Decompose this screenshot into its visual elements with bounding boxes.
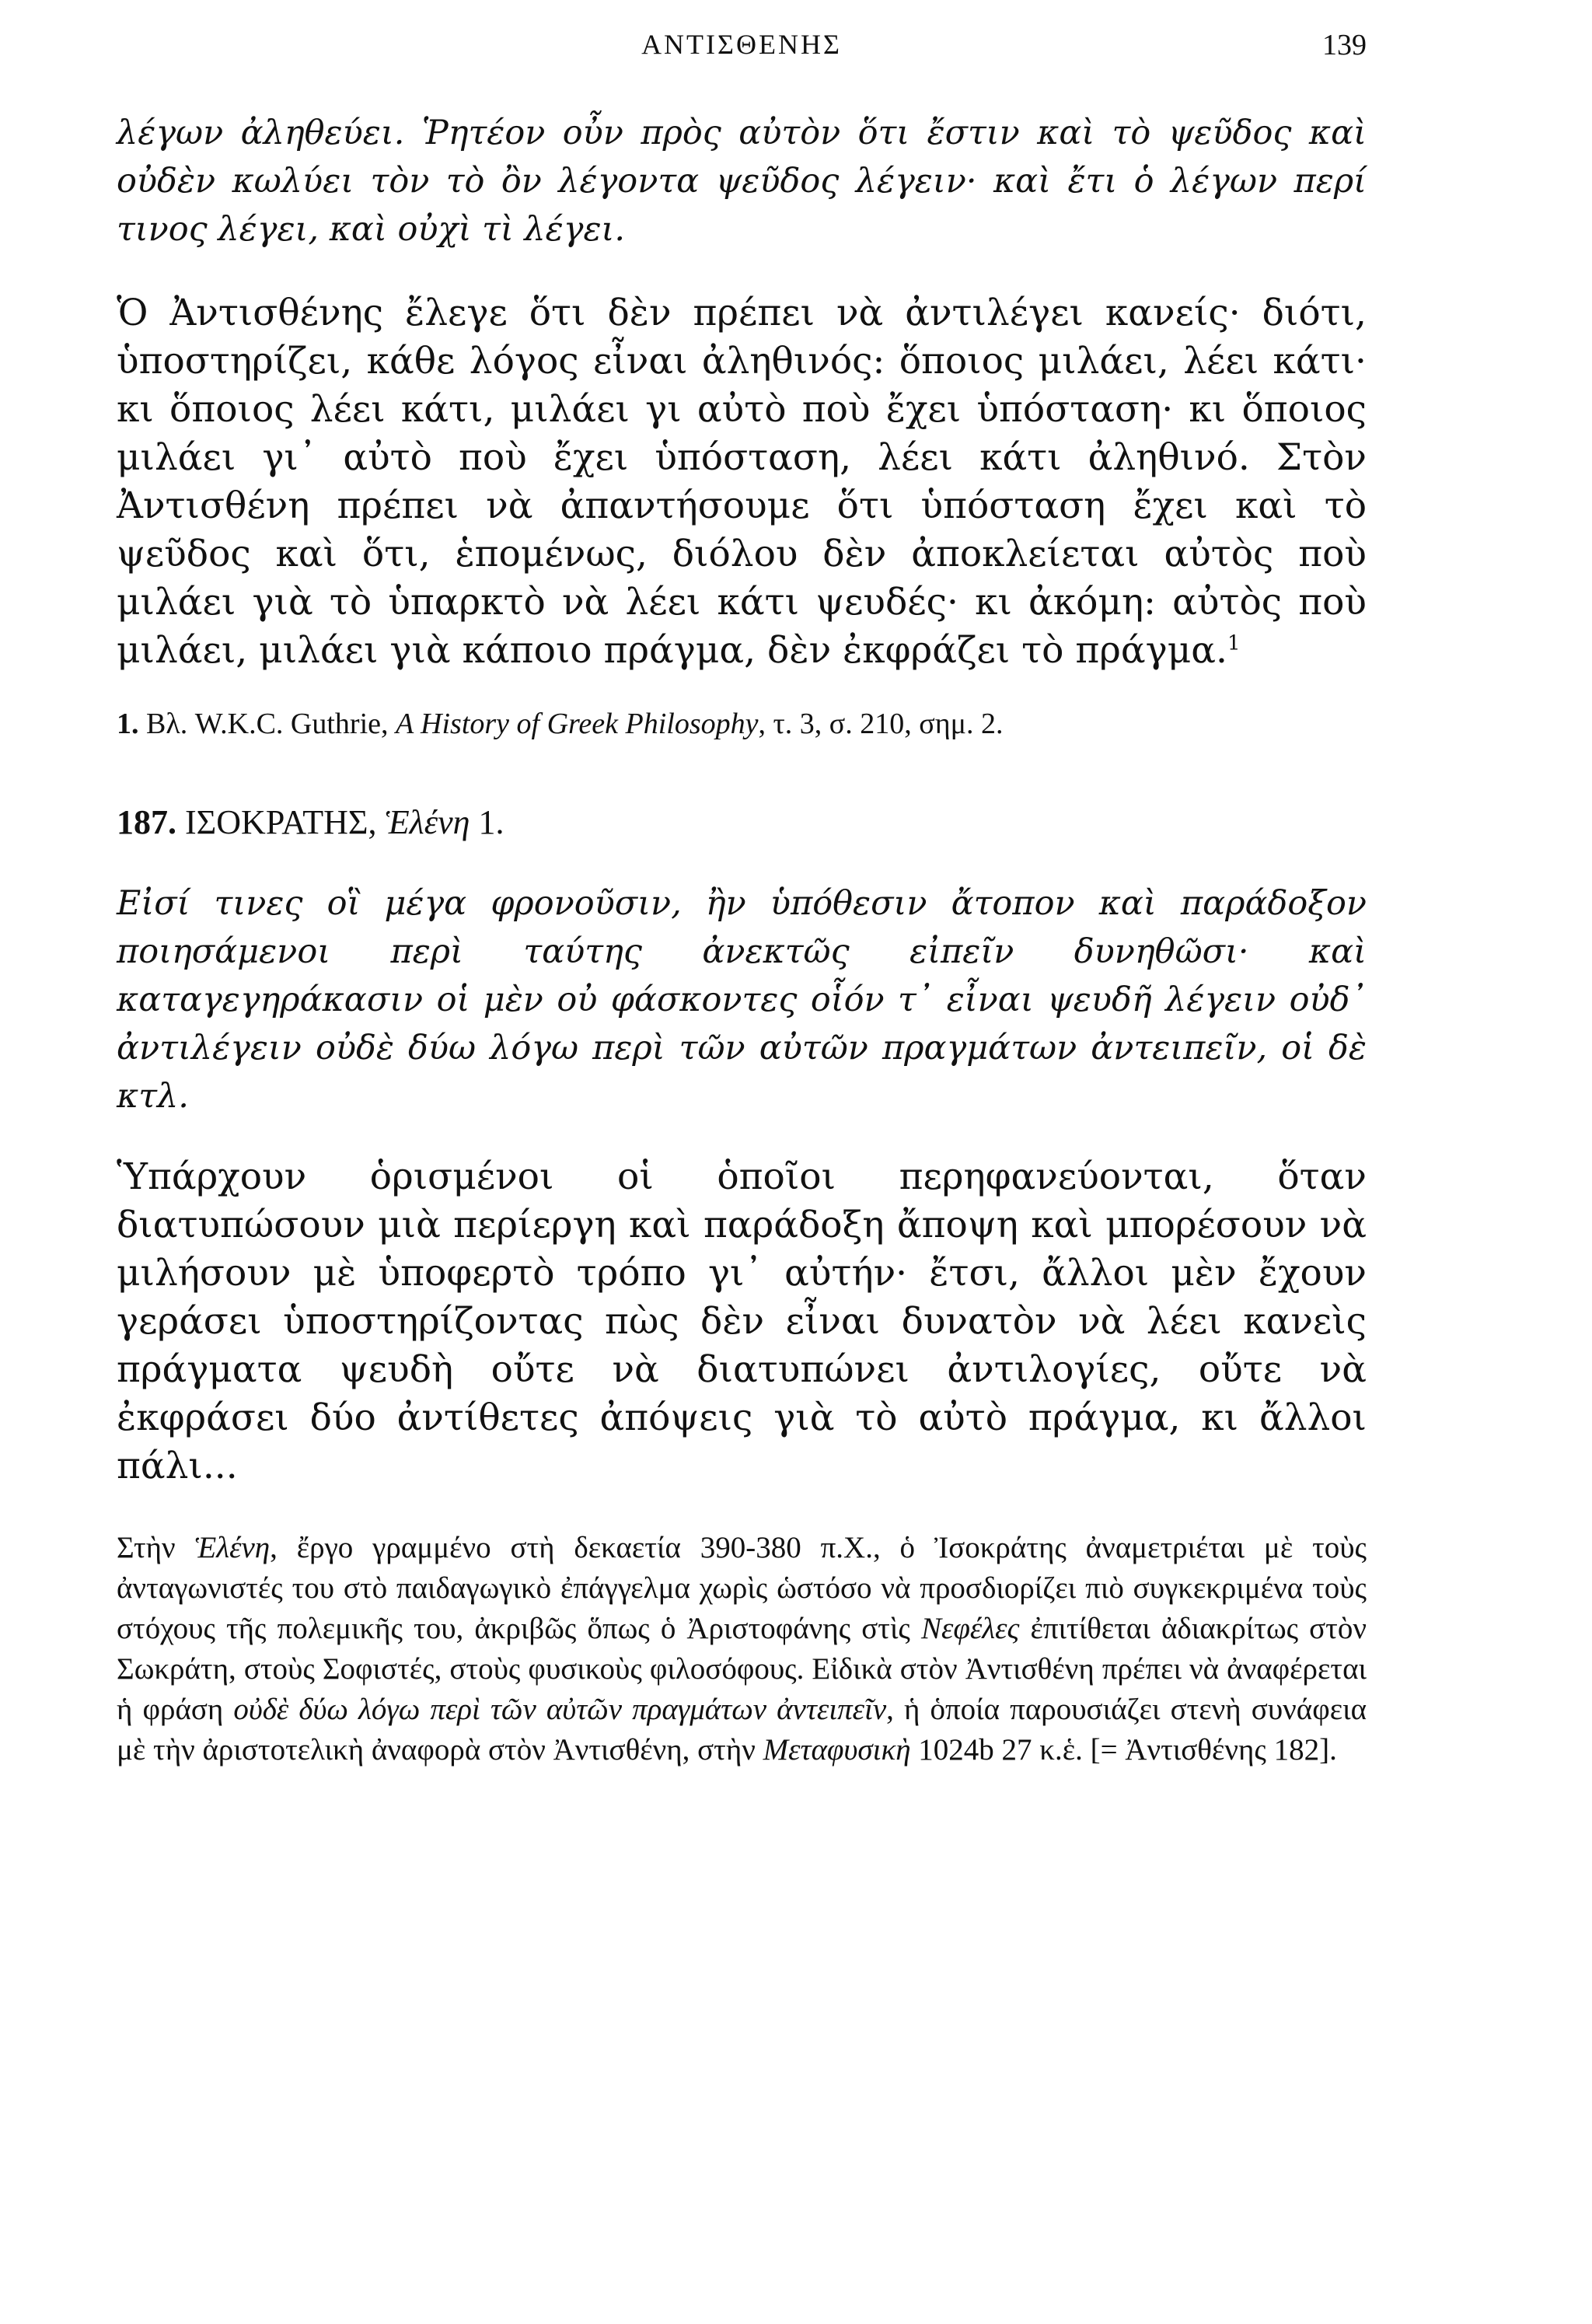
footnote-text-after: , τ. 3, σ. 210, σημ. 2. bbox=[758, 708, 1004, 740]
commentary-quoted-phrase: οὐδὲ δύω λόγω περὶ τῶν αὐτῶν πραγμάτων ἀντειπεῖν bbox=[233, 1693, 887, 1726]
section-number: 187. bbox=[117, 803, 176, 841]
page-number: 139 bbox=[1322, 29, 1367, 61]
footnote-book-title: A History of Greek Philosophy bbox=[396, 708, 759, 740]
section-author: ΙΣΟΚΡΑΤΗΣ, bbox=[176, 803, 386, 841]
commentary-work-clouds: Νεφέλες bbox=[920, 1612, 1020, 1645]
section-heading-187 bbox=[117, 802, 1367, 842]
translation-187: Ὑπάρχουν ὁρισμένοι οἱ ὁποῖοι περηφανεύονται, ὅταν διατυπώσουν μιὰ περίεργη καὶ παράδοξη ἄποψη καὶ μπορέσουν νὰ μιλήσουν μὲ ὑποφερτὸ τρόπο γι᾽ αὐτήν· ἔτσι, ἄλλοι μὲν ἔχουν γεράσει ὑποστηρίζοντας πὼς δὲν εἶναι δυνατὸν νὰ λέει κανεὶς πράγματα ψευδὴ οὔτε νὰ διατυπώνει ἀντιλογίες, οὔτε νὰ ἐκφράσει δύο ἀντίθετες ἀπόψεις γιὰ τὸ αὐτὸ πράγμα, κι ἄλλοι πάλι... bbox=[117, 1155, 1367, 1487]
commentary-part-3: ἐπιτίθεται ἀδιακρίτως στὸν Σωκράτη, στοὺς Σοφιστές, στοὺς φυσικοὺς φιλοσόφους. Εἰδικὰ στὸν Ἀντισθένη πρέπει νὰ ἀναφέρεται ἡ φράση bbox=[117, 1612, 1367, 1726]
commentary-part-1: Στὴν bbox=[117, 1531, 195, 1564]
commentary-part-4: , ἡ ὁποία παρουσιάζει στενὴ συνάφεια μὲ τὴν ἀριστοτελικὴ ἀναφορὰ στὸν Ἀντισθένη, στὴν bbox=[117, 1693, 1367, 1767]
page-body bbox=[117, 109, 1367, 1770]
footnote-1 bbox=[117, 704, 1367, 743]
translation-186 bbox=[117, 289, 1367, 675]
translation-186-text: Ὁ Ἀντισθένης ἔλεγε ὅτι δὲν πρέπει νὰ ἀντιλέγει κανείς· διότι, ὑποστηρίζει, κάθε λόγος εἶναι ἀληθινός: ὅποιος μιλάει, λέει κάτι· κι ὅποιος λέει κάτι, μιλάει γι αὐτὸ ποὺ ἔχει ὑπόσταση· κι ὅποιος μιλάει γι᾽ αὐτὸ ποὺ ἔχει ὑπόσταση, λέει κάτι ἀληθινό. Στὸν Ἀντισθένη πρέπει νὰ ἀπαντήσουμε ὅτι ὑπόσταση ἔχει καὶ τὸ ψεῦδος καὶ ὅτι, ἑπομένως, διόλου δὲν ἀποκλείεται αὐτὸς ποὺ μιλάει γιὰ τὸ ὑπαρκτὸ νὰ λέει κάτι ψευδές· κι ἀκόμη: αὐτὸς ποὺ μιλάει, μιλάει γιὰ κάποιο πράγμα, δὲν ἐκφράζει τὸ πράγμα. bbox=[117, 292, 1367, 672]
running-title: ΑΝΤΙΣΘΕΝΗΣ bbox=[641, 29, 842, 60]
greek-quote-187: Εἰσί τινες οἳ μέγα φρονοῦσιν, ἢν ὑπόθεσιν ἄτοπον καὶ παράδοξον ποιησάμενοι περὶ ταύτης ἀνεκτῶς εἰπεῖν δυνηθῶσι· καὶ καταγεγηράκασιν οἱ μὲν οὐ φάσκοντες οἷόν τ᾽ εἶναι ψευδῆ λέγειν οὐδ᾽ ἀντιλέγειν οὐδὲ δύω λόγω περὶ τῶν αὐτῶν πραγμάτων ἀντειπεῖν, οἱ δὲ κτλ. bbox=[117, 884, 1367, 1116]
commentary-187 bbox=[117, 1528, 1367, 1770]
footnote-text-before: Βλ. W.K.C. Guthrie, bbox=[138, 708, 396, 740]
commentary-part-5: 1024b 27 κ.ἑ. [= Ἀντισθένης 182]. bbox=[910, 1733, 1337, 1767]
commentary-part-2: , ἔργο γραμμένο στὴ δεκαετία 390-380 π.Χ., ὁ Ἰσοκράτης ἀναμετριέται μὲ τοὺς ἀνταγωνιστές του στὸ παιδαγωγικὸ ἐπάγγελμα χωρὶς ὡστόσο νὰ προσδιορίζει πιὸ συγκεκριμένα τοὺς στόχους τῆς πολεμικῆς του, ἀκριβῶς ὅπως ὁ Ἀριστοφάνης στὶς bbox=[117, 1531, 1367, 1645]
commentary-work-helen: Ἑλένη bbox=[194, 1531, 271, 1564]
section-work: Ἑλένη bbox=[385, 803, 470, 841]
section-ref: 1. bbox=[470, 803, 504, 841]
footnote-reference: 1 bbox=[1227, 631, 1241, 655]
greek-quote-186: λέγων ἀληθεύει. Ῥητέον οὖν πρὸς αὐτὸν ὅτι ἔστιν καὶ τὸ ψεῦδος καὶ οὐδὲν κωλύει τὸν τὸ ὂν λέγοντα ψεῦδος λέγειν· καὶ ἔτι ὁ λέγων περί τινος λέγει, καὶ οὐχὶ τὶ λέγει. bbox=[117, 114, 1367, 249]
footnote-number: 1. bbox=[117, 708, 139, 740]
running-header bbox=[117, 28, 1367, 75]
commentary-work-metaphysics: Μεταφυσικὴ bbox=[763, 1733, 911, 1767]
